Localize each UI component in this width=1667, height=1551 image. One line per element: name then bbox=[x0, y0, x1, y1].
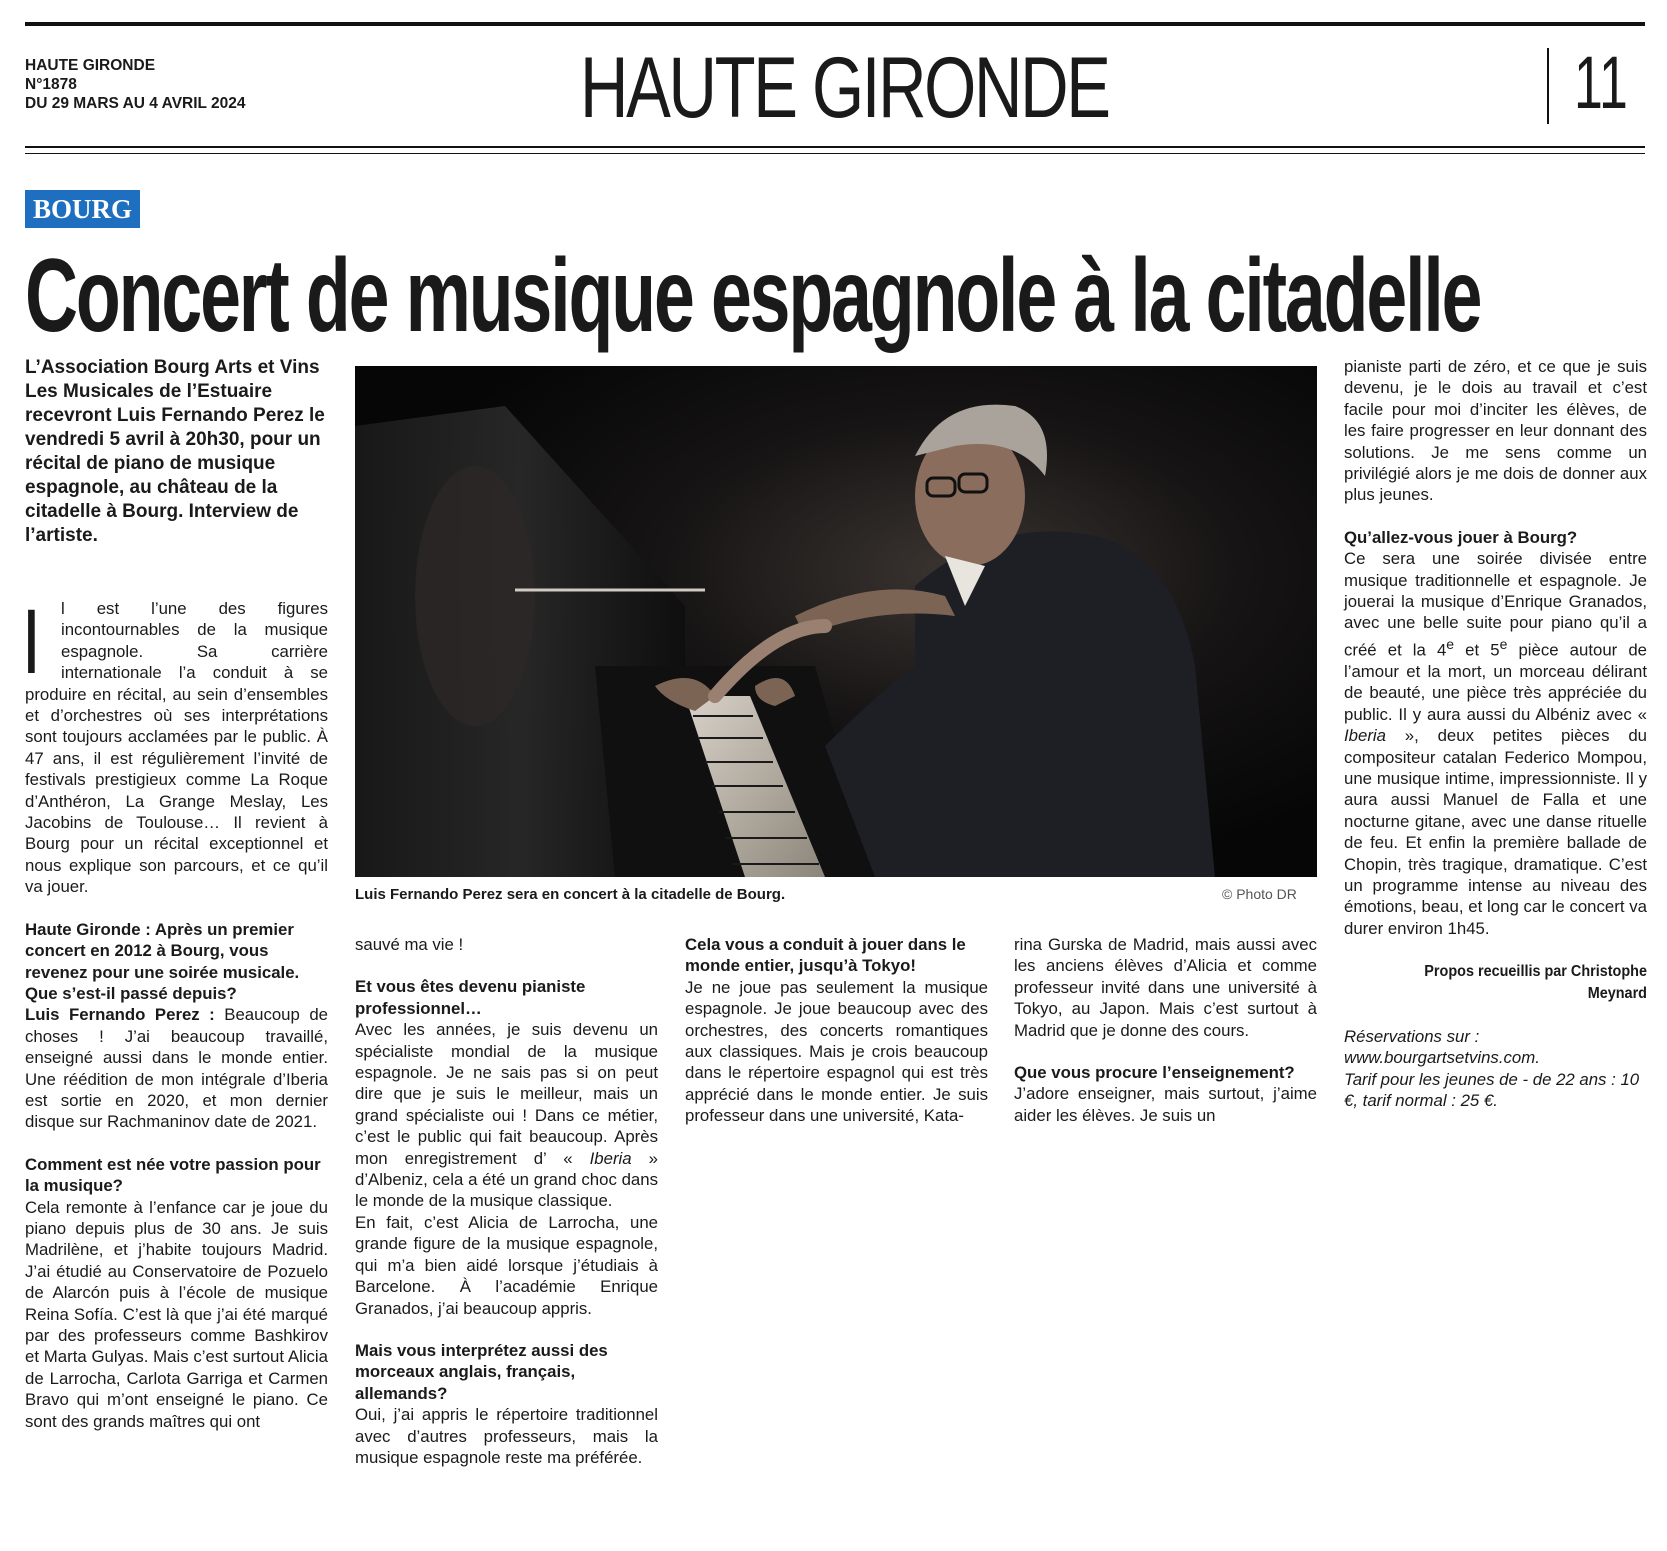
answer-4: Oui, j’ai appris le répertoire traditionnel avec d’autres professeurs, mais la musique espagnole reste ma préférée. bbox=[355, 1405, 658, 1467]
article-column-1 bbox=[25, 591, 328, 1432]
answer-1-text: Beaucoup de choses ! J’ai beaucoup travaillé, enseigné aussi dans le monde entier. Une réédition de mon intégrale d’Iberia est sortie en 2020, et mon dernier disque sur Rachmaninov date de 2021. bbox=[25, 1005, 328, 1132]
answer-7-mid: et 5 bbox=[1454, 640, 1500, 660]
pianist-photo bbox=[355, 366, 1317, 877]
drop-cap: I bbox=[25, 591, 38, 693]
answer-3b-text: » d’Albeniz, cela a été un grand choc dans le monde de la musique classique. bbox=[355, 1148, 658, 1211]
answer-6: J’adore enseigner, mais surtout, j’aime aider les élèves. Je suis un bbox=[1014, 1084, 1317, 1125]
reservations: Réservations sur : www.bourgartsetvins.com. bbox=[1344, 1026, 1540, 1068]
article-lead: L’Association Bourg Arts et Vins Les Musicales de l’Estuaire recevront Luis Fernando Perez le vendredi 5 avril à 20h30, pour un récital de piano de musique espagnole, au château de la citadelle à Bourg. Interview de l’artiste. bbox=[25, 357, 325, 546]
intro-paragraph bbox=[25, 591, 328, 898]
page-number-separator bbox=[1547, 48, 1549, 124]
masthead: HAUTE GIRONDE bbox=[580, 40, 1109, 136]
question-7: Qu’allez-vous jouer à Bourg? bbox=[1344, 527, 1578, 547]
tarif: Tarif pour les jeunes de - de 22 ans : 10 €, tarif normal : 25 €. bbox=[1344, 1069, 1640, 1111]
question-4: Mais vous interprétez aussi des morceaux anglais, français, allemands? bbox=[355, 1340, 608, 1403]
section-name: HAUTE GIRONDE bbox=[25, 57, 156, 74]
header-rule-thin bbox=[25, 153, 1645, 154]
question-6: Que vous procure l’enseignement? bbox=[1014, 1063, 1295, 1083]
byline: Propos recueillis par Christophe Meynard bbox=[1424, 963, 1647, 1002]
intro-text: l est l’une des figures incontournables de la musique espagnole. Sa carrière internationale l’a conduit à se produire en récital, au sein d’ensembles et d’orchestres où ses interprétations sont toujours acclamées par le public. À 47 ans, il est régulièrement l’invité de festivals prestigieux comme La Roque d’Anthéron, La Grange Meslay, Les Jacobins de Toulouse… Il revient à Bourg pour un récital exceptionnel et nous explique son parcours, et ce qu’il va jouer. bbox=[25, 599, 328, 897]
answer-7 bbox=[1344, 548, 1647, 939]
photo-credit: © Photo DR bbox=[1222, 886, 1297, 902]
answer-7-iberia: Iberia bbox=[1344, 726, 1386, 746]
answer-1-speaker: Luis Fernando Perez : bbox=[25, 1005, 215, 1025]
question-1: Haute Gironde : Après un premier concert en 2012 à Bourg, vous revenez pour une soirée musicale. Que s’est-il passé depuis? bbox=[25, 919, 300, 1003]
top-rule bbox=[25, 22, 1645, 26]
answer-7a-text: Ce sera une soirée divisée entre musique traditionnelle et espagnole. Je jouerai la musique d’Enrique Granados, avec une belle suite pour piano qu’il a créé et la 4 bbox=[1344, 549, 1647, 660]
answer-5-continued: rina Gurska de Madrid, mais aussi avec les anciens élèves d’Alicia et comme professeur invité dans une université à Tokyo, au Japon. Mais c’est surtout à Madrid que je donne des cours. bbox=[1014, 935, 1317, 1040]
issue-info bbox=[25, 56, 246, 113]
rubric-badge: BOURG bbox=[25, 190, 140, 228]
answer-2: Cela remonte à l’enfance car je joue du piano depuis plus de 30 ans. Je suis Madrilène, et j’habite toujours Madrid. J’ai étudié au Conservatoire de Pozuelo de Alarcón puis à l’école de musique Reina Sofía. C’est là que j’ai été marqué par des professeurs comme Bashkirov et Marta Gulyas. Mais c’est surtout Alicia de Larrocha, Carlota Garriga et Carmen Bravo qui m’ont enseigné le piano. Ce sont des grands maîtres qui ont bbox=[25, 1197, 328, 1431]
issue-number: N°1878 bbox=[25, 76, 77, 93]
answer-1 bbox=[25, 1004, 328, 1132]
answer-3a bbox=[355, 1019, 658, 1212]
photo-caption: Luis Fernando Perez sera en concert à la citadelle de Bourg. bbox=[355, 886, 786, 903]
article-column-5 bbox=[1344, 356, 1647, 1112]
page-number: 11 bbox=[1574, 41, 1628, 124]
article-column-3 bbox=[685, 934, 988, 1127]
answer-6-continued: pianiste parti de zéro, et ce que je suis devenu, je le dois au travail et c’est facile pour moi d’inciter les élèves, de les faire progresser en leur donnant des solutions. Je me sens comme un privilégié alors je me dois de donner aux plus jeunes. bbox=[1344, 357, 1647, 505]
article-photo bbox=[355, 366, 1317, 877]
article-column-4 bbox=[1014, 934, 1317, 1126]
question-3: Et vous êtes devenu pianiste professionnel… bbox=[355, 977, 586, 1018]
article-column-2 bbox=[355, 934, 658, 1468]
question-2: Comment est née votre passion pour la musique? bbox=[25, 1154, 321, 1196]
answer-3a-text: Avec les années, je suis devenu un spécialiste mondial de la musique espagnole. Je ne sais pas si on peut dire que je suis le meilleur, mais un grand spécialiste oui ! Dans ce métier, c’est le public qui fait beaucoup. Après mon enregistrement d’ « bbox=[355, 1020, 658, 1168]
answer-3c: En fait, c’est Alicia de Larrocha, une grande figure de la musique espagnole, qui m’a bien aidé lorsque j’étudiais à Barcelone. À l’académie Enrique Granados, j’ai beaucoup appris. bbox=[355, 1212, 658, 1318]
issue-dates: DU 29 MARS AU 4 AVRIL 2024 bbox=[25, 95, 246, 112]
answer-5: Je ne joue pas seulement la musique espagnole. Je joue beaucoup avec des orchestres, des concerts romantiques aux classiques. Mais je crois beaucoup dans le répertoire espagnol qui est très apprécié dans le monde entier. Je suis professeur dans une université, Kata- bbox=[685, 977, 988, 1126]
answer-7-sup-2: e bbox=[1499, 635, 1508, 652]
question-5: Cela vous a conduit à jouer dans le monde entier, jusqu’à Tokyo! bbox=[685, 935, 966, 976]
answer-3-iberia: Iberia bbox=[589, 1148, 632, 1168]
answer-7-sup-1: e bbox=[1446, 635, 1455, 652]
headline: Concert de musique espagnole à la citadelle bbox=[25, 238, 1481, 354]
header-rule bbox=[25, 146, 1645, 148]
answer-7b-text: pièce autour de l’amour et la mort, un morceau délirant de beauté, une pièce très appréciée du public. Il y aura aussi du Albéniz avec « bbox=[1344, 640, 1647, 724]
answer-7c-text: », deux petites pièces du compositeur catalan Federico Mompou, une musique intime, impressionniste. Il y aura aussi Manuel de Falla et une nocturne gitane, avec une danse rituelle de feu. Et enfin la première ballade de Chopin, très tragique, dramatique. C’est un programme intense au niveau des émotions, beau, et long car le concert va durer environ 1h45. bbox=[1344, 726, 1647, 938]
answer-2-continued: sauvé ma vie ! bbox=[355, 935, 464, 954]
